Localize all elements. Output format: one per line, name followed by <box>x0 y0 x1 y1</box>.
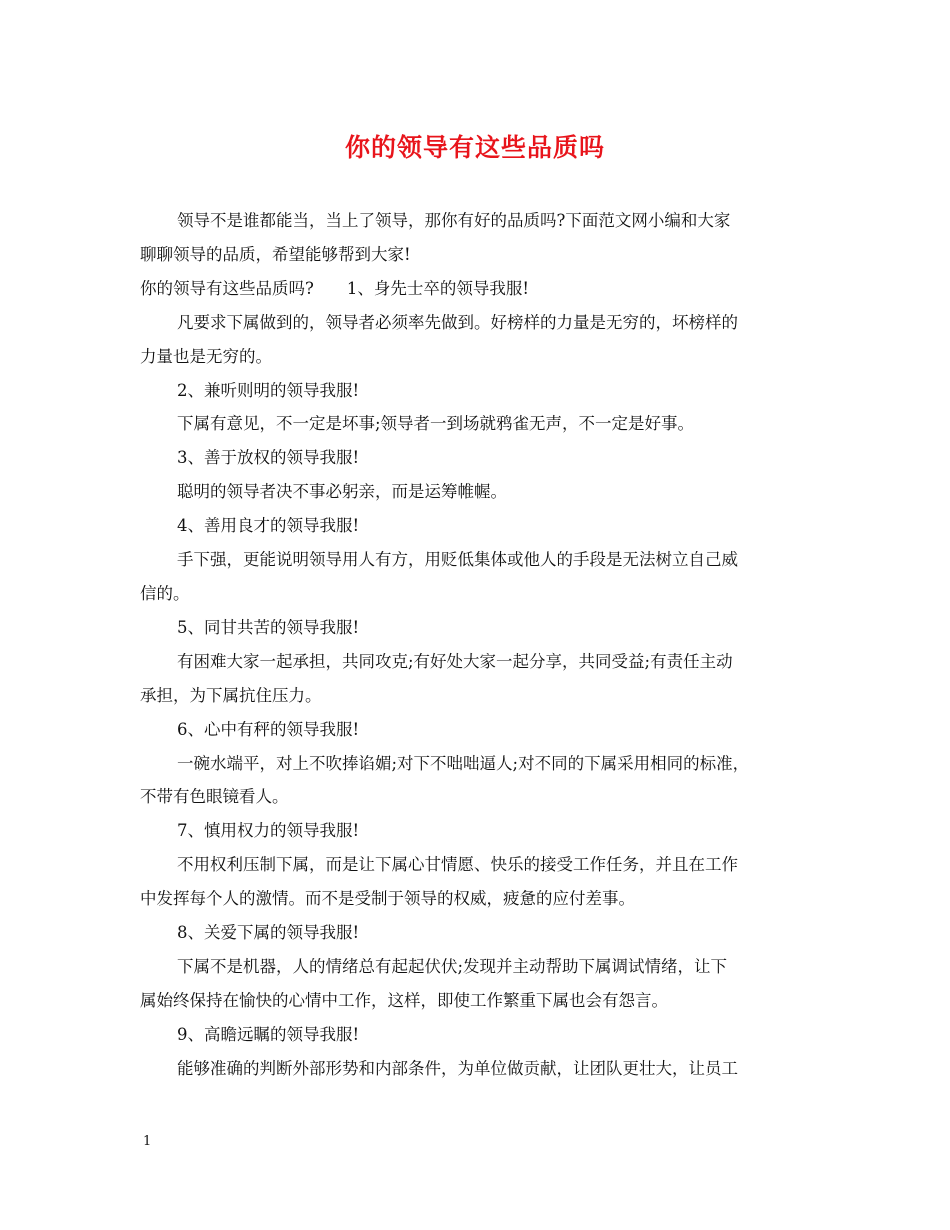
body-line: 聪明的领导者决不事必躬亲，而是运筹帷幄。 <box>177 482 507 502</box>
body-line: 承担，为下属抗住压力。 <box>140 685 322 705</box>
body-line: 领导不是谁都能当，当上了领导，那你有好的品质吗?下面范文网小编和大家 <box>177 211 731 230</box>
body-line: 下属不是机器，人的情绪总有起起伏伏;发现并主动帮助下属调试情绪，让下 <box>177 956 728 976</box>
body-line: 下属有意见，不一定是坏事;领导者一到场就鸦雀无声，不一定是好事。 <box>177 414 695 434</box>
body-line: 7、慎用权力的领导我服! <box>177 821 360 841</box>
body-line: 不用权利压制下属，而是让下属心甘情愿、快乐的接受工作任务，并且在工作 <box>177 855 738 875</box>
body-line: 聊聊领导的品质，希望能够帮到大家! <box>140 244 411 264</box>
body-line: 手下强，更能说明领导用人有方，用贬低集体或他人的手段是无法树立自己威 <box>177 550 738 570</box>
document-body <box>140 204 812 1086</box>
body-line: 力量也是无穷的。 <box>140 346 272 366</box>
body-line: 3、善于放权的领导我服! <box>177 448 360 468</box>
body-line: 能够准确的判断外部形势和内部条件，为单位做贡献，让团队更壮大，让员工 <box>177 1058 738 1078</box>
body-line: 4、善用良才的领导我服! <box>177 516 360 536</box>
body-line: 信的。 <box>140 583 190 603</box>
body-line: 5、同甘共苦的领导我服! <box>177 617 360 637</box>
body-line: 属始终保持在愉快的心情中工作，这样，即使工作繁重下属也会有怨言。 <box>140 990 668 1010</box>
body-line: 8、关爱下属的领导我服! <box>177 923 360 943</box>
body-line: 凡要求下属做到的，领导者必须率先做到。好榜样的力量是无穷的，坏榜样的 <box>177 312 738 332</box>
page-number: 1 <box>143 1134 152 1149</box>
document-title: 你的领导有这些品质吗 <box>344 133 605 162</box>
body-line: 6、心中有秤的领导我服! <box>177 719 360 739</box>
body-line: 中发挥每个人的激情。而不是受制于领导的权威，疲惫的应付差事。 <box>140 889 635 909</box>
body-line: 9、高瞻远瞩的领导我服! <box>177 1024 360 1044</box>
body-line: 有困难大家一起承担，共同攻克;有好处大家一起分享，共同受益;有责任主动 <box>177 651 733 671</box>
body-line: 一碗水端平，对上不吹捧谄媚;对下不咄咄逼人;对不同的下属采用相同的标准， <box>177 753 750 773</box>
body-line: 2、兼听则明的领导我服! <box>177 380 360 400</box>
body-line: 不带有色眼镜看人。 <box>140 787 289 807</box>
body-line: 你的领导有这些品质吗? 1、身先士卒的领导我服! <box>140 278 529 298</box>
